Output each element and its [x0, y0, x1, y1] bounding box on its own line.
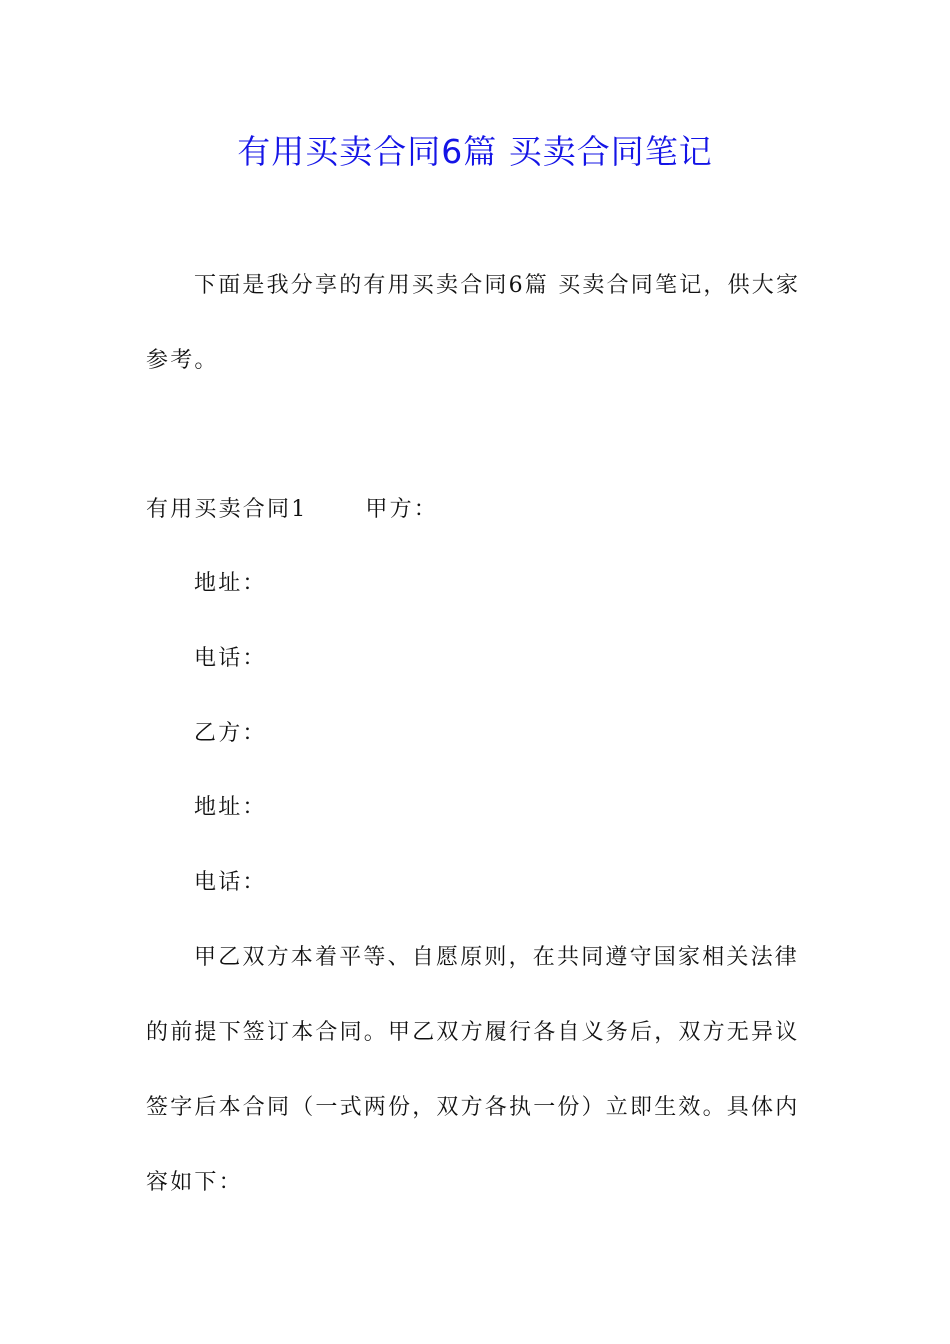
party-a-address: 地址： — [194, 571, 267, 596]
party-b-address: 地址： — [194, 795, 267, 820]
document-title: 有用买卖合同6篇 买卖合同笔记 — [237, 132, 713, 171]
party-b-phone: 电话： — [194, 870, 267, 895]
agreement-paragraph: 甲乙双方本着平等、自愿原则，在共同遵守国家相关法律的前提下签订本合同。甲乙双方履行各自义务后，双方无异议签字后本合同（一式两份，双方各执一份）立即生效。具体内容如下： — [146, 945, 800, 1195]
section-heading: 有用买卖合同1 — [146, 497, 308, 522]
contract-heading-line — [146, 490, 438, 530]
party-a-label: 甲方： — [365, 497, 439, 522]
party-a-phone: 电话： — [194, 646, 267, 671]
party-b-label: 乙方： — [194, 721, 267, 746]
intro-paragraph: 下面是我分享的有用买卖合同6篇 买卖合同笔记，供大家参考。 — [146, 273, 801, 373]
